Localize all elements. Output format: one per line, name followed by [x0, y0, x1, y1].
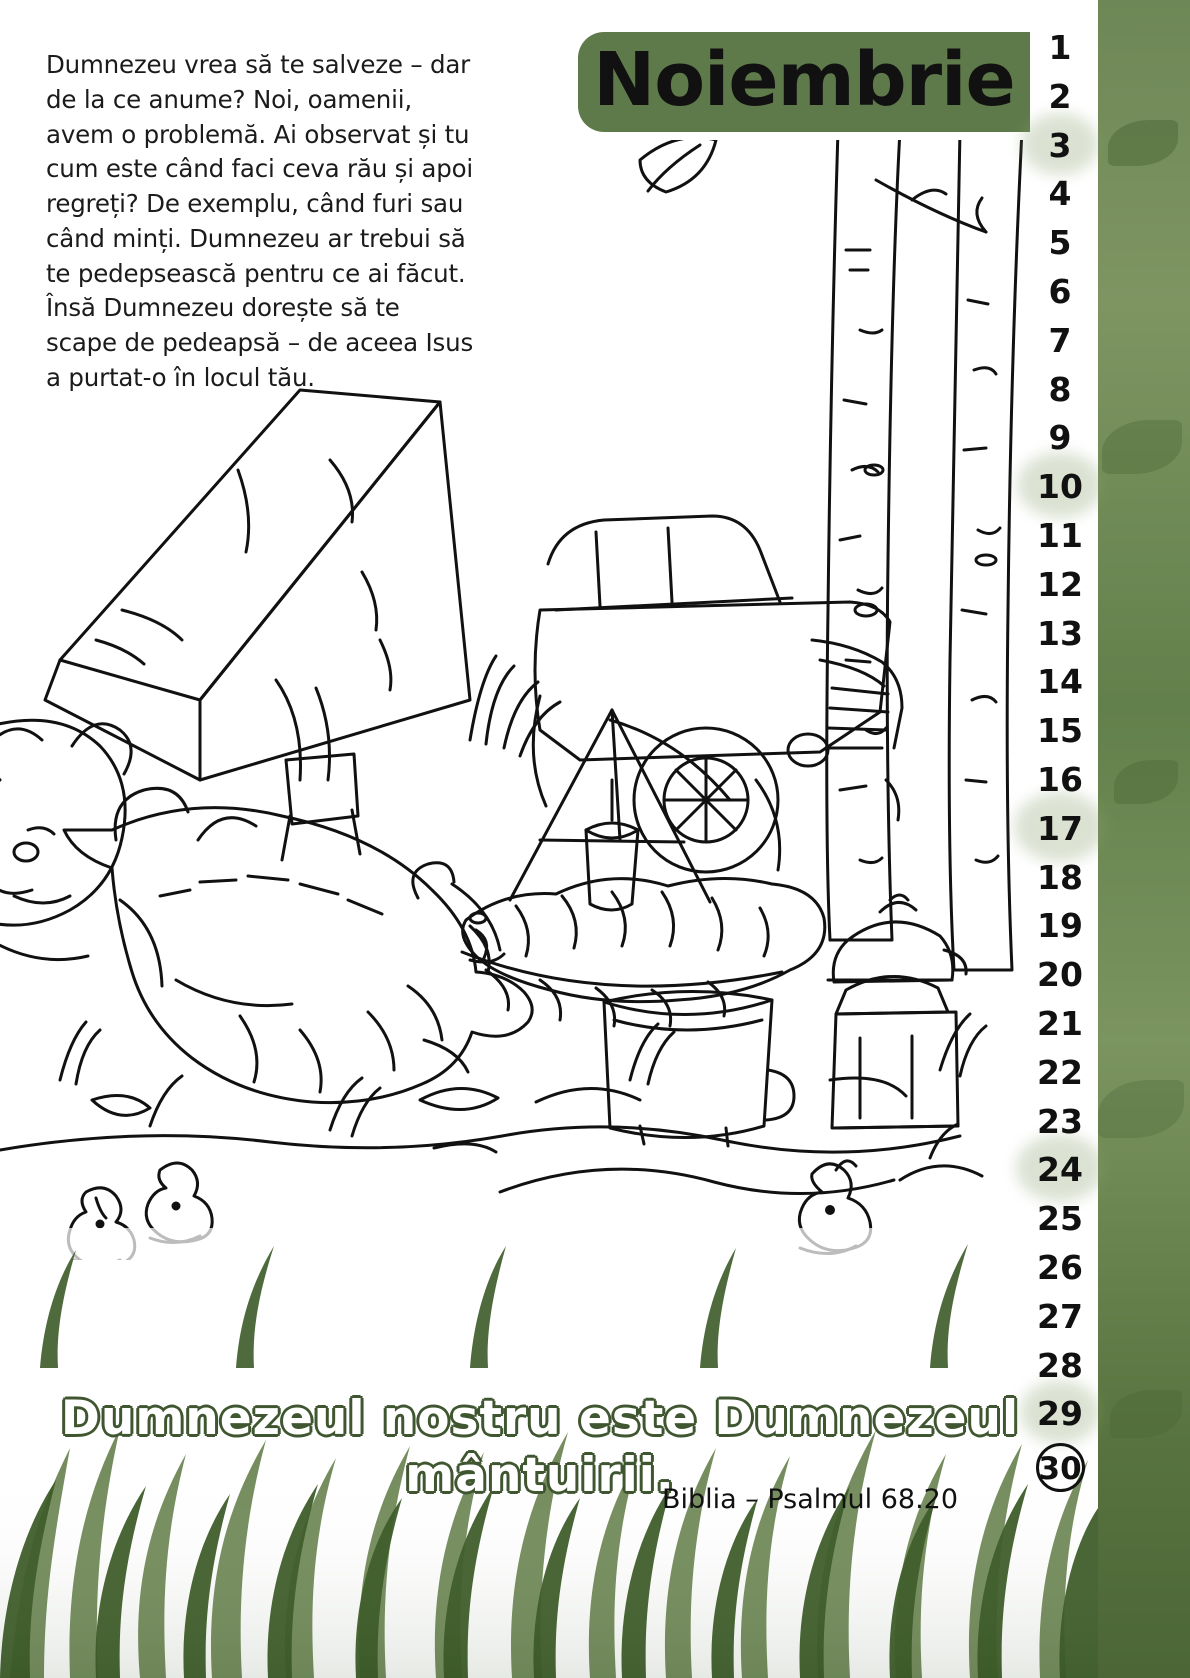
day-number-29[interactable]: 29 [1037, 1394, 1083, 1434]
day-number-16[interactable]: 16 [1037, 760, 1083, 799]
day-number-30[interactable] [1020, 1443, 1100, 1492]
day-number-7[interactable]: 7 [1048, 320, 1072, 360]
day-number-column [1020, 14, 1100, 1494]
day-number-15[interactable]: 15 [1037, 711, 1083, 751]
day-number-5[interactable]: 5 [1048, 223, 1072, 263]
day-number-6[interactable]: 6 [1048, 272, 1072, 311]
day-number-23[interactable]: 23 [1037, 1101, 1083, 1141]
day-number-12[interactable]: 12 [1037, 564, 1083, 604]
day-number-2[interactable]: 2 [1048, 76, 1072, 116]
day-number-18[interactable]: 18 [1037, 857, 1083, 897]
day-number-22[interactable]: 22 [1037, 1052, 1083, 1092]
day-number-13[interactable]: 13 [1037, 613, 1083, 653]
day-number-28[interactable]: 28 [1037, 1345, 1083, 1385]
month-title: Noiembrie [593, 37, 1015, 123]
verse-reference: Biblia – Psalmul 68.20 [661, 1484, 959, 1515]
day-number-11[interactable]: 11 [1037, 516, 1083, 555]
day-number-8[interactable]: 8 [1048, 369, 1072, 409]
day-number-24[interactable]: 24 [1037, 1150, 1083, 1190]
current-day-marker: 30 [1036, 1443, 1085, 1492]
day-number-27[interactable]: 27 [1037, 1296, 1083, 1336]
day-number-21[interactable]: 21 [1037, 1004, 1083, 1043]
month-banner [578, 32, 1030, 132]
day-number-14[interactable]: 14 [1037, 662, 1083, 702]
day-number-10[interactable]: 10 [1037, 467, 1083, 507]
day-number-1[interactable]: 1 [1048, 28, 1072, 67]
day-number-20[interactable]: 20 [1037, 955, 1083, 995]
day-number-25[interactable]: 25 [1037, 1199, 1083, 1239]
day-number-9[interactable]: 9 [1048, 418, 1072, 458]
day-number-17[interactable]: 17 [1037, 808, 1083, 848]
day-number-4[interactable]: 4 [1048, 174, 1072, 214]
devotional-paragraph: Dumnezeu vrea să te salveze – dar de la ce anume? Noi, oamenii, avem o problemă. Ai observat și tu cum este când faci ceva rău și apoi regreți? De exemplu, când furi sau când minți. Dumnezeu ar trebui să te pedepsească pentru ce ai făcut. Însă Dumnezeu dorește să te scape de pedeapsă – de aceea Isus a purtat-o în locul tău. [46, 50, 481, 393]
day-number-26[interactable]: 26 [1037, 1248, 1083, 1287]
day-number-19[interactable]: 19 [1037, 906, 1083, 946]
coloring-illustration [0, 140, 1040, 1260]
right-edge-decoration [1098, 0, 1190, 1678]
day-number-3[interactable]: 3 [1048, 125, 1072, 165]
verse-text: Dumnezeul nostru este Dumnezeul mântuirii. [60, 1391, 1020, 1504]
